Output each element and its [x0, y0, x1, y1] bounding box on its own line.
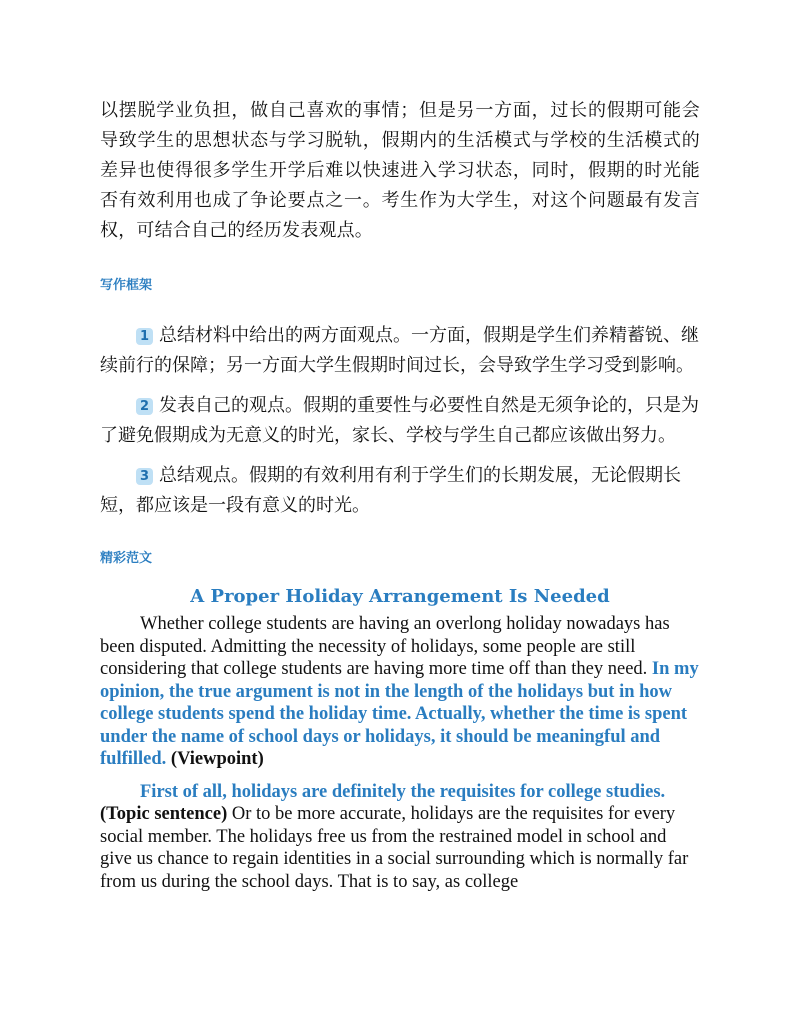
framework-item	[100, 391, 700, 451]
framework-heading: 写作框架	[100, 278, 153, 293]
essay-paragraph-2	[100, 781, 700, 894]
framework-item-text: 发表自己的观点。假期的重要性与必要性自然是无须争论的，只是为了避免假期成为无意义的时光，家长、学校与学生自己都应该做出努力。	[100, 395, 699, 446]
intro-paragraph: 以摆脱学业负担，做自己喜欢的事情；但是另一方面，过长的假期可能会导致学生的思想状态与学习脱轨，假期内的生活模式与学校的生活模式的差异也使得很多学生开学后难以快速进入学习状态，同时，假期的时光能否有效利用也成了争论要点之一。考生作为大学生，对这个问题最有发言权，可结合自己的经历发表观点。	[100, 100, 700, 241]
essay-text: Or to be more accurate, holidays are the requisites for every social member. The holidays free us from the restrained model in school and give us chance to regain identities in a social surrounding which is normally far from us during the school days. That is to say, as college	[100, 804, 689, 892]
essay-tag: (Viewpoint)	[170, 749, 264, 769]
essay-paragraph-1	[100, 613, 700, 771]
number-badge-icon: 1	[136, 328, 153, 345]
framework-item	[100, 321, 700, 381]
sample-heading: 精彩范文	[100, 551, 153, 566]
essay-highlight: In my opinion, the true argument is not in the length of the holidays but in how college students spend the holiday time. Actually, whether the time is spent under the name of school days or holidays, it should be meaningful and fulfilled.	[100, 659, 699, 769]
essay-text: Whether college students are having an overlong holiday nowadays has been disputed. Admitting the necessity of holidays, some people are still considering that college students are having more time off than they need.	[100, 614, 670, 679]
number-badge-icon: 2	[136, 398, 153, 415]
framework-list	[100, 321, 700, 521]
essay-title: A Proper Holiday Arrangement Is Needed	[190, 586, 610, 607]
framework-item-text: 总结材料中给出的两方面观点。一方面，假期是学生们养精蓄锐、继续前行的保障；另一方面大学生假期时间过长，会导致学生学习受到影响。	[100, 325, 699, 376]
framework-item-text: 总结观点。假期的有效利用有利于学生们的长期发展，无论假期长短，都应该是一段有意义的时光。	[100, 465, 681, 516]
framework-item	[100, 461, 700, 521]
number-badge-icon: 3	[136, 468, 153, 485]
essay-highlight: First of all, holidays are definitely the requisites for college studies.	[140, 781, 666, 802]
page-content	[100, 96, 700, 903]
essay-tag: (Topic sentence)	[100, 804, 228, 824]
